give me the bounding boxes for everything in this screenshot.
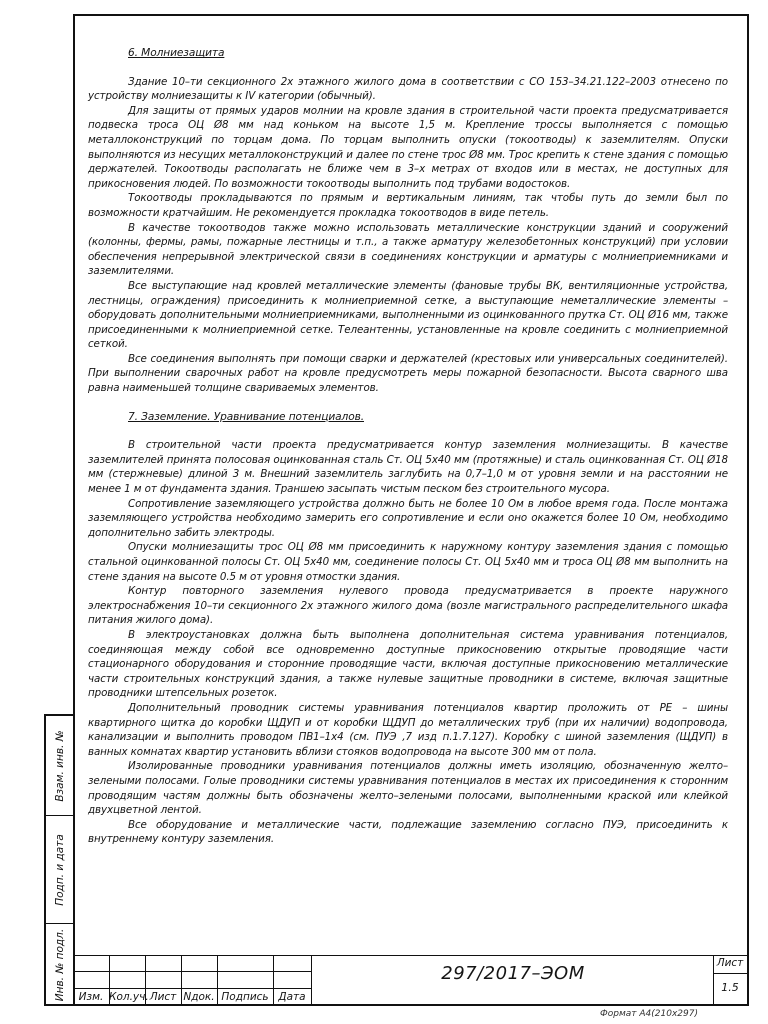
side-cell-podp	[46, 816, 73, 924]
s7-paragraph: Опуски молниезащиты трос ОЦ Ø8 мм присоединить к наружному контуру заземления здания с помощью стальной оцинкованной полосы Ст. ОЦ 5х40 мм, соединение полосы Ст. ОЦ 5х40 мм и троса ОЦ Ø8 мм выполнить на стене здания на высоте 0.5 м от уровня отмостки здания.	[88, 541, 728, 583]
s7-paragraph: Все оборудование и металлические части, подлежащие заземлению согласно ПУЭ, присоединить к внутреннему контуру заземления.	[88, 818, 728, 846]
s6-paragraph: Все соединения выполнять при помощи сварки и держателей (крестовых или универсальных соединителей). При выполнении сварочных работ на кровле предусмотреть меры пожарной безопасности. Высота сварного шва равна наименьшей толщине свариваемых элементов.	[88, 352, 728, 395]
section-7-title: 7. Заземление. Уравнивание потенциалов.	[128, 410, 364, 423]
document-body	[88, 46, 728, 847]
stamp-col-izm: Изм.	[78, 991, 104, 1003]
s7-paragraph: Сопротивление заземляющего устройства должно быть не более 10 Ом в любое время года. После монтажа заземляющего устройства необходимо замерить его сопротивление и если оно окажется более 10 Ом, необходимо дополнительно забить электроды.	[88, 497, 728, 539]
s6-paragraph: Для защиты от прямых ударов молнии на кровле здания в строительной части проекта предусматривается подвеска троса ОЦ Ø8 мм над коньком на высоте 1,5 м. Крепление троссы выполняется с помощью металлоконструкций по торцам дома. По торцам выполнить опуски (токоотводы) к заземлителям. Опуски выполняются из несущих металлоконструкций и далее по стене трос Ø8 мм. Трос крепить к стене здания с помощью держателей. Токоотводы располагать не ближе чем в 3–х метрах от входов или в местах, не доступных для прикосновения людей. По возможности токоотводы выполнить под трубами водостоков.	[88, 104, 728, 190]
section-6-title: 6. Молниезащита	[128, 47, 225, 59]
side-cell-vzam	[46, 716, 73, 816]
s6-paragraph: Все выступающие над кровлей металлические элементы (фановые трубы ВК, вентиляционные устройства, лестницы, ограждения) присоединить к молниеприемной сетке, а выступающие неметаллические элементы – оборудовать дополнительными молниеприемниками, выполненными из оцинкованного прутка Ст. ОЦ Ø16 мм, также присоединенными к молниеприемной сетке. Телеантенны, установленные на кровле соединить с молниеприемной сеткой.	[88, 279, 728, 351]
stamp-col-ndok: Nдок.	[183, 991, 215, 1003]
side-label-vzam: Взам. инв. №	[53, 729, 66, 802]
format-label: Формат А4(210х297)	[600, 1009, 698, 1019]
side-label-podp: Подп. и дата	[53, 833, 66, 906]
stamp-col-list: Лист	[149, 991, 177, 1003]
s6-paragraph: Токоотводы прокладываются по прямым и вертикальным линиям, так чтобы путь до земли был по возможности кратчайшим. Не рекомендуется прокладка токоотводов в виде петель.	[88, 192, 728, 219]
side-cell-inv	[46, 924, 73, 1006]
stamp-col-koluch: Кол.уч.	[109, 991, 149, 1003]
title-block	[73, 955, 749, 1006]
s7-paragraph: В строительной части проекта предусматривается контур заземления молниезащиты. В качестве заземлителей принята полосовая оцинкованная сталь Ст. ОЦ 5х40 мм (протяжные) и сталь оцинкованная Ст. ОЦ Ø18 мм (стержневые) длиной 3 м. Внешний заземлитель заглубить на 0,7–1,0 м от уровня земли и на расстоянии не менее 1 м от фундамента здания. Траншею засыпать чистым песком без строительного мусора.	[88, 439, 728, 496]
stamp-col-podpis: Подпись	[221, 991, 269, 1003]
s7-paragraph: В электроустановках должна быть выполнена дополнительная система уравнивания потенциалов, соединяющая между собой все одновременно доступные прикосновению открытые проводящие части стационарного оборудования и сторонние проводящие части, включая доступные прикосновению металлические части строительных конструкций здания, а также нулевые защитные проводники в системе, включая защитные проводники штепсельных розеток.	[88, 628, 728, 700]
s7-paragraph: Контур повторного заземления нулевого провода предусматривается в проекте наружного электроснабжения 10–ти секционного 2х этажного жилого дома (возле магистрального распределительного шкафа питания жилого дома).	[88, 585, 728, 627]
document-number: 297/2017–ЭОМ	[441, 963, 585, 984]
side-label-inv: Инв. № подл.	[53, 928, 66, 1002]
side-stamp-strip	[44, 714, 73, 1006]
s6-paragraph: В качестве токоотводов также можно использовать металлические конструкции зданий и сооружений (колонны, фермы, рамы, пожарные лестницы и т.п., а также арматуру железобетонных конструкций) при условии обеспечения непрерывной электрической связи в соединениях конструкции и арматуры с молниеприемниками и заземлителями.	[88, 221, 728, 278]
s7-paragraph: Дополнительный проводник системы уравнивания потенциалов квартир проложить от PE – шины квартирного щитка до коробки ЩДУП и от коробки ЩДУП до металлических труб (при их наличии) водопровода, канализации и выполнить проводом ПВ1–1х4 (см. ПУЭ ,7 изд п.1.7.127). Коробку с шиной заземления (ЩДУП) в ванных комнатах квартир установить вблизи стояков водопровода на высоте 300 мм от пола.	[88, 701, 728, 758]
s7-paragraph: Изолированные проводники уравнивания потенциалов должны иметь изоляцию, обозначенную желто–зелеными полосами. Голые проводники системы уравнивания потенциалов в местах их присоединения к сторонним проводящим частям должны быть обозначены желто–зелеными полосами, выполненными краской или клейкой двухцветной лентой.	[88, 760, 728, 817]
stamp-col-data: Дата	[278, 991, 306, 1003]
sheet-number: 1.5	[721, 981, 739, 994]
sheet-label: Лист	[716, 957, 744, 969]
s6-paragraph: Здание 10–ти секционного 2х этажного жилого дома в соответствии с СО 153–34.21.122–2003 отнесено по устройству молниезащиты к IV категории (обычный).	[88, 75, 728, 103]
